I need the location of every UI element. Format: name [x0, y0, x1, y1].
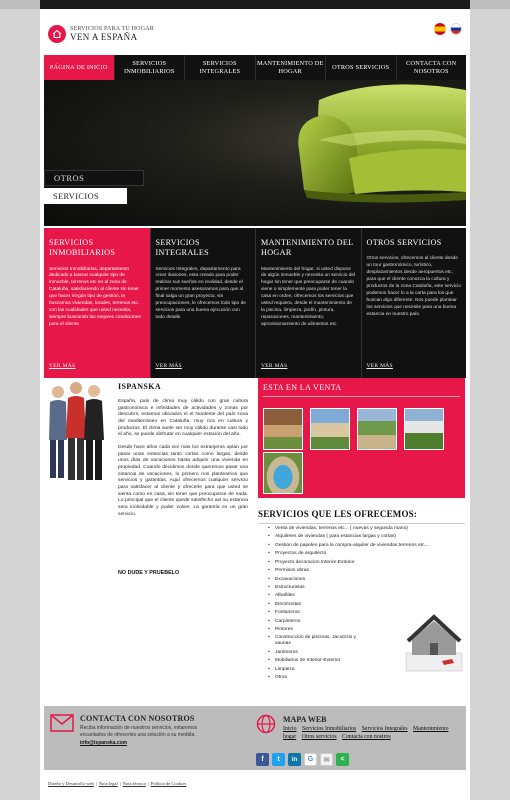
- for-sale-title: ESTA EN LA VENTA: [263, 383, 342, 392]
- social-share-bar: [256, 753, 349, 766]
- service-title: OTROS SERVICIOS: [366, 238, 442, 247]
- offers-title: SERVICIOS QUE LES OFRECEMOS:: [258, 509, 418, 519]
- russia-flag-icon[interactable]: [450, 23, 462, 35]
- list-item: • Construccion de piscinas, Jacutzzis y saunas: [258, 635, 368, 647]
- technical-note-link[interactable]: Nota técnica: [122, 781, 146, 786]
- hero-banner: [44, 80, 466, 226]
- contact-email-link[interactable]: info@ispanska.com: [80, 740, 128, 746]
- top-bar: [0, 0, 510, 9]
- list-item: • Otros: [258, 675, 468, 681]
- sitemap-links: [283, 726, 463, 742]
- list-item: • Fontaneros: [258, 610, 468, 616]
- list-item: • Carpinteros: [258, 619, 468, 625]
- list-item: • Mobiliarios de Interior-Exterior: [258, 658, 468, 664]
- list-item: • Albañiles: [258, 593, 468, 599]
- hero-tag-primary: OTROS: [44, 170, 144, 186]
- service-card-real-estate: [44, 228, 150, 378]
- service-more-link[interactable]: VER MÁS: [155, 363, 182, 369]
- list-item: • Proyectos de arquitecto: [258, 551, 468, 557]
- service-card-integral: [150, 228, 256, 378]
- list-item: • Proyecto decoracion Interior-Exterior: [258, 560, 468, 566]
- sitemap-title: MAPA WEB: [283, 715, 327, 724]
- service-title: MANTENIMIENTO DEL HOGAR: [261, 238, 354, 258]
- list-item: • Limpieza: [258, 667, 468, 673]
- house-model-illustration: [402, 609, 466, 675]
- service-title: SERVICIOS INMOBILIARIOS: [49, 238, 116, 258]
- property-thumb-3[interactable]: [357, 408, 397, 450]
- about-closing: NO DUDE Y PRUEBELO: [118, 570, 180, 576]
- page: [40, 9, 470, 800]
- twitter-icon[interactable]: t: [272, 753, 285, 766]
- service-more-link[interactable]: VER MÁS: [261, 363, 288, 369]
- footer: [44, 706, 466, 770]
- legal-note-link[interactable]: Nota legal: [98, 781, 118, 786]
- nav-maintenance[interactable]: MANTENIMIENTO DE HOGAR: [255, 55, 326, 80]
- for-sale-panel: [258, 378, 465, 498]
- service-card-maintenance: [255, 228, 361, 378]
- contact-text: Reciba información de nuestros servicios, estaremos encantados de ofrecerles una solución a su medida.: [80, 725, 198, 738]
- site-logo[interactable]: [48, 21, 154, 47]
- hero-tag-secondary[interactable]: SERVICIOS: [44, 188, 127, 204]
- sitemap-link-integral[interactable]: Servicios Integrales: [361, 726, 408, 732]
- about-paragraph: España, país de clima muy cálido con gran cultura gastronómica e infinidades de actividades y zonas por descubrir, estamos ubicados el el Nordeste del país zona del mediterráneo en Cataluña, muy rica en cultura y productos. El clima suele ser muy cálido durante casi todo el año, se puede disfrutar en cualquier estación del año.: [118, 399, 248, 438]
- nav-real-estate[interactable]: SERVICIOS INMOBILIARIOS: [114, 55, 185, 80]
- linkedin-icon[interactable]: in: [288, 753, 301, 766]
- list-item: • Electricistas: [258, 602, 468, 608]
- about-paragraph: Desde hace años cada vez mas los extranjeros optan por pasar unas estancias tanto cortas como largas, desde unos días de vacaciones hasta adquirir una vivienda en propiedad. Cuando decidimos donde queremos pasar una estancia de vacaciones, lo primero nos planteamos que servicios y garantías. Aquí ofrecemos cualquier servicio para satisfacer al cliente y ofrecerle para que usted se sienta como en casa, sin tener que preocuparse de nada. Lo principal que el cliente quede satisfecho así su estancia sera inolvidable y poder volver. La garantía es un gran servicio.: [118, 445, 248, 517]
- property-thumb-2[interactable]: [310, 408, 350, 450]
- spain-flag-icon[interactable]: [434, 23, 446, 35]
- share-icon[interactable]: <: [336, 753, 349, 766]
- service-text: Otros servicios, ofrecemos al cliente desde un tour gastronómico, turístico, desplazamientos desde aeropuertos etc, para que el cliente conozca la cultura y productos de la zona Cataluña, este servicio podemos hacer lo a la carta para los que buscan algo diferente. Nos puede plantear los servicios que necesite para una buena estancia en nuestro país.: [366, 256, 461, 317]
- list-item: • Jardineros: [258, 650, 468, 656]
- logo-tagline: SERVICIOS PARA TU HOGAR: [70, 26, 154, 32]
- legal-links: Diseño y Desarrollo web | Nota legal | Nota técnica | Política de Cookies: [48, 781, 187, 786]
- sitemap-link-maintenance[interactable]: Mantenimiento hogar: [283, 726, 449, 740]
- mail-icon: [50, 714, 74, 732]
- services-grid: [44, 228, 466, 378]
- list-item: • Permisos obras: [258, 568, 468, 574]
- email-share-icon[interactable]: ✉: [320, 753, 333, 766]
- about-body: [118, 399, 248, 524]
- nav-home[interactable]: PÁGINA DE INICIO: [44, 55, 114, 80]
- language-switcher: [434, 23, 462, 35]
- list-item: • Estructuristas: [258, 585, 468, 591]
- house-logo-icon: [48, 25, 66, 43]
- property-thumb-5[interactable]: [263, 452, 303, 494]
- sitemap-link-contact[interactable]: Contacta con nostros: [342, 733, 391, 740]
- service-title: SERVICIOS INTEGRALES: [155, 238, 209, 258]
- google-icon[interactable]: G: [304, 753, 317, 766]
- team-photo: [44, 378, 112, 483]
- list-item: • Alquileres de viviendas ( para estancias largas y cortas): [258, 534, 468, 540]
- credits-link[interactable]: Diseño y Desarrollo web: [48, 781, 94, 786]
- globe-icon: [256, 714, 276, 734]
- service-text: Servicios Integrales, departamento para crear ilusiones, esta creado para poder realizar sus sueños en realidad, desde el primer momento asesoramos para que al final salga un gran proyecto, sin preocupaciones, le ofrecemos todo tipo de servicios para una buena ejecución con todo detalle.: [155, 266, 246, 321]
- facebook-icon[interactable]: f: [256, 753, 269, 766]
- sofa-illustration: [279, 80, 466, 226]
- contact-title: CONTACTA CON NOSOTROS: [80, 714, 195, 723]
- service-more-link[interactable]: VER MÁS: [49, 363, 76, 369]
- nav-other-services[interactable]: OTROS SERVICIOS: [325, 55, 396, 80]
- nav-integral-services[interactable]: SERVICIOS INTEGRALES: [184, 55, 255, 80]
- nav-contact[interactable]: CONTACTA CON NOSOTROS: [396, 55, 467, 80]
- sitemap-link-real-estate[interactable]: Servicios Inmobiliarios: [301, 726, 357, 732]
- sitemap-link-home[interactable]: Inicio: [283, 726, 297, 732]
- list-item: • Venta de viviendas, terrenos etc... ( nuevas y segunda mano): [258, 526, 468, 532]
- logo-title: VEN A ESPAÑA: [70, 32, 138, 42]
- service-text: Servicios Inmobiliarios, departamento dedicado a buscar cualquier tipo de inmueble, terrenos etc en al zona de Cataluña, satisfaciendo al cliente sin tener que hacer ningún tipo de gestión, le buscamos viviendas, locales, terrenos etc, con las cualidades que usted necesita, siempre buscando las mejores condiciones para el cliente: [49, 266, 141, 328]
- property-thumb-4[interactable]: [404, 408, 444, 450]
- service-card-other: [361, 228, 467, 378]
- service-more-link[interactable]: VER MÁS: [366, 363, 393, 369]
- list-item: • Excavaciones: [258, 577, 468, 583]
- cookies-policy-link[interactable]: Política de Cookies: [150, 781, 187, 786]
- list-item: • Pintores: [258, 627, 468, 633]
- list-item: • Gestion de papeleo para la compra-alquiler de viviendas,terrenos etc....: [258, 543, 468, 549]
- sitemap-link-other[interactable]: Otros servicios: [301, 733, 337, 740]
- about-title: ISPANSKA: [118, 382, 162, 391]
- property-thumb-1[interactable]: [263, 408, 303, 450]
- service-text: Mantenimiento del hogar, si usted dispone de algún inmueble y necesita un servicio del hogar sin tener que preocuparse de cuando viene o simplemente para poder tener la casa en orden, ofrecemos los servicios que usted requiera, desde el mantenimiento de la piscina, limpieza, jardín, pintura, reparaciones, mantenimiento, aprovisionamiento de alimentos etc.: [261, 266, 356, 328]
- main-nav: [44, 55, 466, 80]
